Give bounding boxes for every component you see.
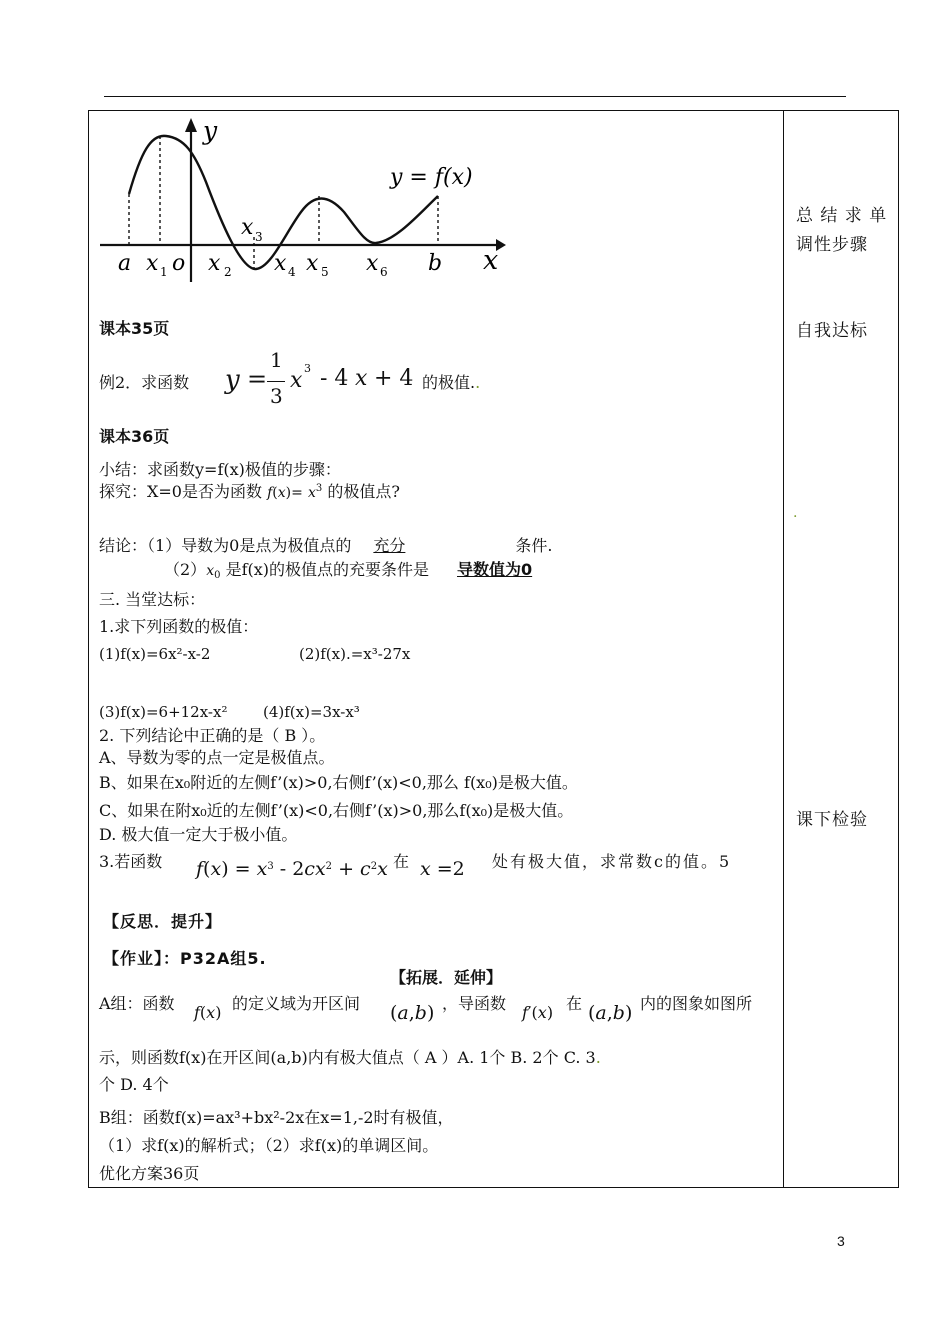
- label-x2-sub: 2: [224, 265, 232, 279]
- textbook-page-36: 课本36页: [99, 427, 170, 446]
- question-1: 1.求下列函数的极值：: [99, 617, 259, 636]
- group-a-1: A组：函数: [99, 994, 175, 1013]
- sidebar-summary-line-2: 调性步骤: [796, 235, 868, 255]
- label-x5-sub: 5: [321, 265, 329, 279]
- group-a-fx: f(x): [194, 1003, 222, 1022]
- group-a-4: 在: [566, 994, 583, 1013]
- label-x3: x: [241, 215, 254, 240]
- label-x6: x: [366, 251, 379, 276]
- conclusion-1-suffix: 条件.: [515, 536, 553, 555]
- label-x3-sub: 3: [255, 230, 263, 244]
- column-divider: [783, 110, 784, 1188]
- label-x1-sub: 1: [160, 265, 168, 279]
- header-rule: [104, 96, 846, 97]
- group-b-2: （1）求f(x)的解析式；（2）求f(x)的单调区间。: [99, 1136, 439, 1155]
- conclusion-1-blank: 充分: [373, 536, 406, 555]
- group-a-fprime: f′(x): [522, 1003, 554, 1022]
- label-x2: x: [208, 251, 221, 276]
- question-1d: (4)f(x)=3x-x³: [263, 703, 360, 721]
- explore-prefix: 探究：X=0是否为函数: [99, 482, 262, 501]
- page-number: 3: [837, 1233, 845, 1249]
- sidebar-mark: .: [793, 505, 798, 521]
- question-2-option-c: C、如果在附x₀近的左侧f’(x)<0,右侧f’(x)>0,那么f(x₀)是极大值。: [99, 801, 574, 820]
- label-x5: x: [306, 251, 319, 276]
- reflect-heading: 【反思．提升】: [103, 912, 223, 931]
- conclusion-2-mid: 是f(x)的极值点的充要条件是: [225, 560, 429, 579]
- conclusion-2-prefix: （2）: [164, 560, 207, 579]
- label-b: b: [428, 251, 443, 276]
- group-b-1: B组：函数f(x)=ax³+bx²-2x在x=1,-2时有极值，: [99, 1108, 454, 1127]
- question-2: 2. 下列结论中正确的是（ B ）。: [99, 726, 326, 745]
- question-2-option-a: A、导数为零的点一定是极值点。: [99, 748, 335, 767]
- question-3-condition: x =2: [420, 858, 465, 880]
- section-3-heading: 三. 当堂达标：: [99, 590, 206, 609]
- summary-line: 小结：求函数y=f(x)极值的步骤：: [99, 460, 341, 479]
- group-a-2: 的定义域为开区间: [232, 994, 361, 1013]
- textbook-page-35: 课本35页: [99, 319, 170, 338]
- question-3-suffix: 处有极大值，求常数c的值。5: [492, 852, 732, 871]
- conclusion-1-prefix: 结论：（1）导数为0是点为极值点的: [99, 536, 352, 555]
- homework-heading: 【作业】：P32A组5.: [103, 949, 267, 968]
- question-3-formula: $f(x) = x^3 - 2cx^2 + c^2x$: [196, 858, 388, 880]
- question-1a: (1)f(x)=6x²-x-2: [99, 645, 211, 663]
- sidebar-self-check: 自我达标: [796, 321, 868, 341]
- conclusion-2-blank: 导数值为0: [457, 560, 533, 579]
- curve-label: y = f(x): [390, 165, 473, 190]
- example-2-prefix: 例2．求函数: [99, 373, 190, 392]
- y-axis-label: y: [203, 116, 218, 145]
- dashed-guides: [129, 136, 438, 269]
- group-a-5: 内的图象如图所: [640, 994, 753, 1013]
- question-3-mid: 在: [393, 852, 410, 871]
- label-x4: x: [274, 251, 287, 276]
- question-3-prefix: 3.若函数: [99, 852, 163, 871]
- example-2-suffix-text: 的极值.: [422, 373, 476, 392]
- question-2-option-d: D. 极大值一定大于极小值。: [99, 825, 298, 844]
- curve: [129, 136, 438, 269]
- label-a: a: [118, 251, 132, 276]
- sidebar-summary-line-1: 总 结 求 单: [796, 206, 888, 226]
- conclusion-1: [99, 533, 552, 556]
- question-1b: (2)f(x).=x³-27x: [299, 645, 411, 663]
- optimize-reference: 优化方案36页: [99, 1164, 200, 1183]
- group-a-line-2: 示，则函数f(x)在开区间(a,b)内有极大值点（ A ）A. 1个 B. 2个 C. 3.: [99, 1048, 601, 1067]
- group-a-line-3: 个 D. 4个: [99, 1075, 169, 1094]
- question-2-option-b: B、如果在x₀附近的左侧f’(x)>0,右侧f’(x)<0,那么 f(x₀)是极大值。: [99, 773, 578, 792]
- x-axis-label: x: [483, 245, 499, 276]
- function-graph: [96, 112, 506, 287]
- group-a-interval-2: (a,b): [588, 1002, 633, 1024]
- conclusion-2: $(2)x_0$ 是f(x)的极值点的充要条件是 导数值为0: [164, 557, 552, 580]
- explore-suffix: 的极值点?: [327, 482, 400, 501]
- explore-line: 探究：X=0是否为函数 $f(x)= x^3$ 的极值点?: [99, 482, 400, 501]
- label-x4-sub: 4: [288, 265, 296, 279]
- example-2-formula: y = 1 3 x 3 - 4 x + 4: [225, 348, 414, 408]
- group-a-line-2-text: 示，则函数f(x)在开区间(a,b)内有极大值点（ A ）A. 1个 B. 2个 C. 3: [99, 1048, 596, 1067]
- graph-axes: [100, 118, 506, 282]
- label-x6-sub: 6: [380, 265, 388, 279]
- extend-heading: 【拓展．延伸】: [390, 968, 503, 987]
- label-origin: o: [172, 251, 186, 276]
- question-1c: (3)f(x)=6+12x-x²: [99, 703, 228, 721]
- sidebar-after-class: 课下检验: [796, 810, 868, 830]
- example-2-suffix: 的极值..: [422, 373, 481, 392]
- group-a-interval-1: (a,b): [390, 1002, 435, 1024]
- label-x1: x: [146, 251, 159, 276]
- group-a-3: ，导函数: [442, 994, 507, 1013]
